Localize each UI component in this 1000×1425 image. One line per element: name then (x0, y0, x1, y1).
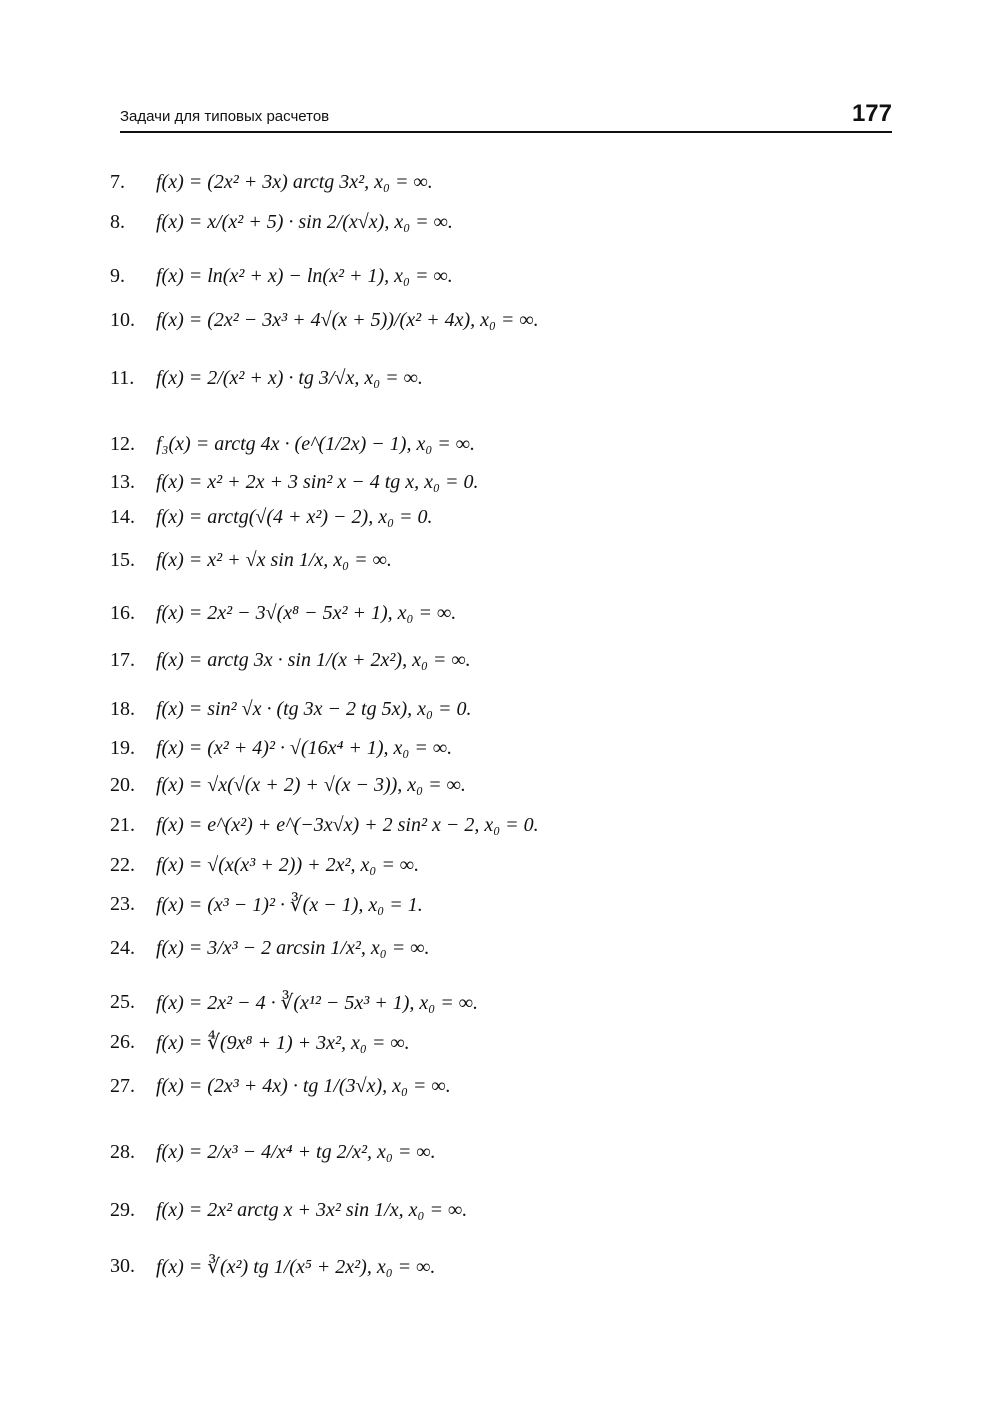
problem-formula: f(x) = sin² √x · (tg 3x − 2 tg 5x), x₀ = 0. (156, 697, 472, 720)
problem-formula: f(x) = 2x² arctg x + 3x² sin 1/x, x₀ = ∞. (156, 1198, 468, 1221)
problem-item (110, 202, 453, 242)
problem-formula: f(x) = ∜(9x⁸ + 1) + 3x², x₀ = ∞. (156, 1031, 410, 1054)
problem-number: 22. (110, 853, 135, 876)
problem-number: 27. (110, 1074, 135, 1097)
problem-item (110, 884, 423, 924)
problem-formula: f(x) = (x² + 4)² · √(16x⁴ + 1), x₀ = ∞. (156, 736, 453, 759)
problem-item (110, 1190, 467, 1230)
problem-item (110, 593, 456, 633)
problem-item (110, 1022, 410, 1062)
problem-formula: f(x) = 2/x³ − 4/x⁴ + tg 2/x², x₀ = ∞. (156, 1140, 436, 1163)
problem-formula: f(x) = x/(x² + 5) · sin 2/(x√x), x₀ = ∞. (156, 210, 453, 233)
problem-formula: f(x) = 3/x³ − 2 arcsin 1/x², x₀ = ∞. (156, 936, 430, 959)
problem-number: 8. (110, 210, 125, 233)
problem-item (110, 358, 423, 398)
problem-number: 11. (110, 366, 135, 389)
problem-number: 14. (110, 505, 135, 528)
problem-number: 19. (110, 736, 135, 759)
problem-number: 16. (110, 601, 135, 624)
problem-item (110, 256, 453, 296)
problem-number: 24. (110, 936, 135, 959)
problem-formula: f(x) = √x(√(x + 2) + √(x − 3)), x₀ = ∞. (156, 773, 466, 796)
problem-number: 18. (110, 697, 135, 720)
problem-number: 20. (110, 773, 135, 796)
problem-number: 23. (110, 892, 135, 915)
problem-item (110, 162, 433, 202)
problem-number: 12. (110, 432, 135, 455)
problem-number: 28. (110, 1140, 135, 1163)
problem-item (110, 640, 471, 680)
problem-formula: f(x) = e^(x²) + e^(−3x√x) + 2 sin² x − 2, x₀ = 0. (156, 813, 539, 836)
problem-number: 21. (110, 813, 135, 836)
problem-number: 15. (110, 548, 135, 571)
problem-formula: f₃(x) = arctg 4x · (e^(1/2x) − 1), x₀ = ∞. (156, 432, 476, 455)
problem-formula: f(x) = 2x² − 4 · ∛(x¹² − 5x³ + 1), x₀ = ∞. (156, 991, 479, 1014)
problem-item (110, 1066, 451, 1106)
problem-item (110, 928, 429, 968)
problem-item (110, 805, 539, 845)
problem-item (110, 982, 478, 1022)
problem-number: 9. (110, 264, 125, 287)
problem-formula: f(x) = arctg(√(4 + x²) − 2), x₀ = 0. (156, 505, 433, 528)
problem-item (110, 765, 466, 805)
problem-item (110, 540, 392, 580)
problem-item (110, 845, 419, 885)
problem-formula: f(x) = (2x² − 3x³ + 4√(x + 5))/(x² + 4x), x₀ = ∞. (156, 308, 539, 331)
problem-formula: f(x) = x² + 2x + 3 sin² x − 4 tg x, x₀ = 0. (156, 470, 479, 493)
problem-number: 29. (110, 1198, 135, 1221)
problem-number: 10. (110, 308, 135, 331)
problem-formula: f(x) = (x³ − 1)² · ∛(x − 1), x₀ = 1. (156, 893, 423, 916)
problem-formula: f(x) = ∛(x²) tg 1/(x⁵ + 2x²), x₀ = ∞. (156, 1255, 436, 1278)
problem-formula: f(x) = 2x² − 3√(x⁸ − 5x² + 1), x₀ = ∞. (156, 601, 457, 624)
problem-number: 7. (110, 170, 125, 193)
problem-item (110, 728, 452, 768)
problem-formula: f(x) = ln(x² + x) − ln(x² + 1), x₀ = ∞. (156, 264, 453, 287)
problem-item (110, 462, 478, 502)
problem-formula: f(x) = 2/(x² + x) · tg 3/√x, x₀ = ∞. (156, 366, 423, 389)
problem-formula: f(x) = arctg 3x · sin 1/(x + 2x²), x₀ = ∞. (156, 648, 471, 671)
problem-number: 17. (110, 648, 135, 671)
problem-formula: f(x) = √(x(x³ + 2)) + 2x², x₀ = ∞. (156, 853, 420, 876)
problem-item (110, 497, 433, 537)
page-number: 177 (851, 100, 892, 127)
problem-formula: f(x) = (2x² + 3x) arctg 3x², x₀ = ∞. (156, 170, 433, 193)
problem-item (110, 424, 475, 464)
header-title: Задачи для типовых расчетов (120, 108, 330, 125)
problem-formula: f(x) = (2x³ + 4x) · tg 1/(3√x), x₀ = ∞. (156, 1074, 451, 1097)
problem-number: 30. (110, 1254, 135, 1277)
problem-formula: f(x) = x² + √x sin 1/x, x₀ = ∞. (156, 548, 392, 571)
problem-item (110, 300, 539, 340)
problem-item (110, 1132, 436, 1172)
problem-item (110, 1246, 435, 1286)
problem-number: 13. (110, 470, 135, 493)
problem-number: 26. (110, 1030, 135, 1053)
problem-item (110, 689, 471, 729)
problem-number: 25. (110, 990, 135, 1013)
